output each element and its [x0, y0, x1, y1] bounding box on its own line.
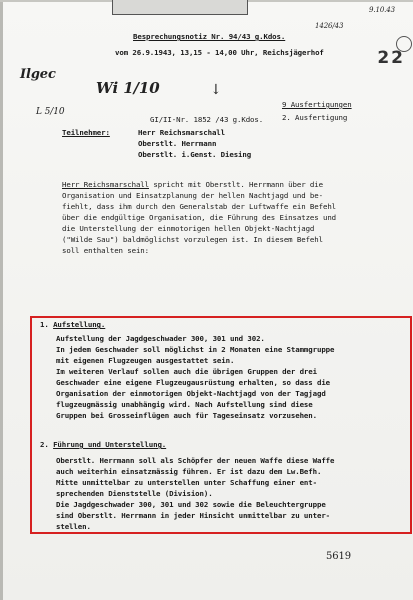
document-title	[133, 32, 285, 41]
copies-count	[282, 100, 352, 109]
intro-line-6: ("Wilde Sau") baldmöglichst vorzulegen ist. In diesem Befehl	[62, 235, 323, 244]
handwritten-margin-note-1: Ilgec	[20, 67, 56, 82]
section-1-number: 1.	[40, 320, 49, 329]
section-2-line: Oberstlt. Herrmann soll als Schöpfer der neuen Waffe diese Waffe	[56, 456, 335, 465]
section-1-line: mit eigenen Flugzeugen ausgestattet sein.	[56, 356, 235, 365]
copies-count-text: 9 Ausfertigungen	[282, 100, 352, 109]
meeting-datetime: vom 26.9.1943, 13,15 - 14,00 Uhr, Reichsjägerhof	[115, 48, 324, 57]
section-2-title: Führung und Unterstellung.	[53, 440, 167, 449]
participants-label-text: Teilnehmer:	[62, 128, 110, 137]
handwritten-date: 9.10.43	[369, 6, 396, 14]
section-2-line: Die Jagdgeschwader 300, 301 und 302 sowie die Beleuchtergruppe	[56, 500, 326, 509]
file-reference: GI/II-Nr. 1852 /43 g.Kdos.	[150, 115, 264, 124]
section-2-number: 2.	[40, 440, 49, 449]
page-number: 22	[377, 48, 405, 68]
intro-speaker: Herr Reichsmarschall	[62, 180, 149, 189]
intro-line-1-rest: spricht mit Oberstlt. Herrmann über die	[149, 180, 323, 189]
section-2-line: Mitte unmittelbar zu unterstellen unter Schaffung einer ent-	[56, 478, 317, 487]
top-strip-stamp	[112, 0, 248, 15]
participant-3: Oberstlt. i.Genst. Diesing	[138, 150, 252, 159]
section-2-heading	[40, 440, 166, 449]
participants-label	[62, 128, 110, 137]
bottom-page-ref: 5619	[326, 551, 352, 562]
intro-line-4: über die endgültige Organisation, die Führung des Einsatzes und	[62, 213, 337, 222]
section-2-line: sind Oberstlt. Herrmann in jeder Hinsicht unmittelbar zu unter-	[56, 511, 331, 520]
section-1-line: Im weiteren Verlauf sollen auch die übrigen Gruppen der drei	[56, 367, 317, 376]
intro-line-2: Organisation und Einsatzplanung der hellen Nachtjagd und be-	[62, 191, 323, 200]
section-2-line: auch weiterhin einsatzmässig führen. Er ist dazu dem Lw.Befh.	[56, 467, 322, 476]
intro-line-5: die Unterstellung der einmotorigen hellen Objekt-Nachtjagd	[62, 224, 315, 233]
handwritten-ref: 1426/43	[315, 22, 344, 30]
section-1-line: Aufstellung der Jagdgeschwader 300, 301 und 302.	[56, 334, 265, 343]
section-1-title: Aufstellung.	[53, 320, 106, 329]
section-1-line: Geschwader eine eigene Flugzeugausrüstung erhalten, so dass die	[56, 378, 331, 387]
section-1-line: In jedem Geschwader soll möglichst in 2 Monaten eine Stammgruppe	[56, 345, 335, 354]
section-1-line: flugzeugmässig unabhängig wird. Nach Aufstellung sind diese	[56, 400, 313, 409]
copy-number: 2. Ausfertigung	[282, 113, 348, 122]
scan-edge-left	[0, 0, 3, 600]
handwritten-arrow-mark: ↓	[210, 82, 222, 98]
intro-line-1	[62, 180, 323, 189]
section-2-line: stellen.	[56, 522, 91, 531]
intro-line-7: soll enthalten sein:	[62, 246, 149, 255]
handwritten-margin-note-3: L 5/10	[36, 107, 65, 117]
section-1-heading	[40, 320, 105, 329]
section-1-line: Gruppen bei Grosseinflügen auch für Tageseinsatz vorzusehen.	[56, 411, 317, 420]
handwritten-margin-note-2: Wi 1/10	[96, 79, 160, 97]
participant-1: Herr Reichsmarschall	[138, 128, 225, 137]
participant-2: Oberstlt. Herrmann	[138, 139, 217, 148]
document-title-text: Besprechungsnotiz Nr. 94/43 g.Kdos.	[133, 32, 286, 41]
intro-line-3: fiehlt, dass ihm durch den Generalstab der Luftwaffe ein Befehl	[62, 202, 337, 211]
section-2-line: sprechenden Dienststelle (Division).	[56, 489, 213, 498]
section-1-line: Organisation der einmotorigen Objekt-Nachtjagd von der Tagjagd	[56, 389, 326, 398]
